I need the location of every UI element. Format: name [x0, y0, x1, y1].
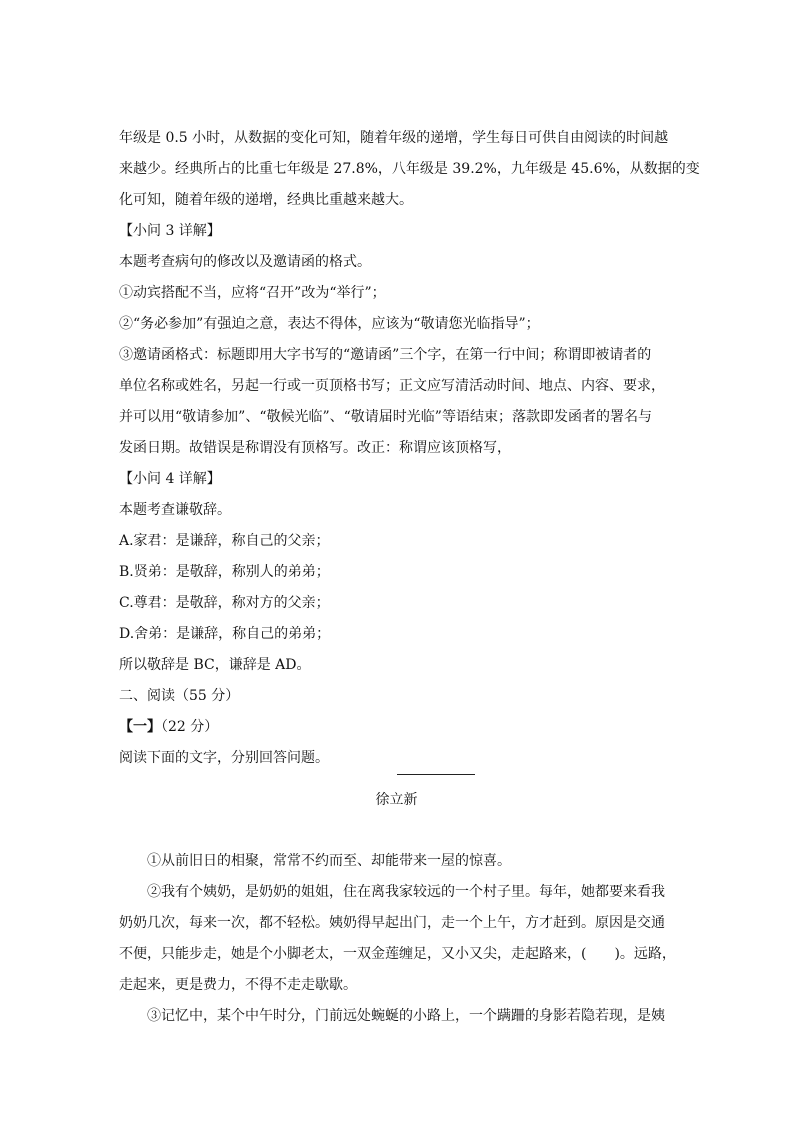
q4-conclusion: 所以敬辞是 BC，谦辞是 AD。 [119, 657, 311, 673]
answer-paragraph-line: 化可知，随着年级的递增，经典比重越来越大。 [119, 192, 413, 208]
q4-option-d: D.舍弟：是谦辞，称自己的弟弟； [119, 626, 331, 642]
article-paragraph-1: ①从前旧日的相聚，常常不约而至、却能带来一屋的惊喜。 [147, 853, 511, 869]
article-paragraph-2-line: 走起来，更是费力，不得不走走歇歇。 [119, 977, 357, 993]
part-heading [119, 717, 674, 737]
reading-instruction: 阅读下面的文字，分别回答问题。 [119, 750, 329, 766]
q3-item-3-line: ③邀请函格式：标题即用大字书写的“邀请函”三个字，在第一行中间；称谓即被请者的 [119, 347, 652, 363]
q4-option-c: C.尊君：是敬辞，称对方的父亲； [119, 595, 330, 611]
article-paragraph-2-line: ②我有个姨奶，是奶奶的姐姐，住在离我家较远的一个村子里。每年，她都要来看我 [147, 884, 665, 900]
answer-paragraph-line: 来越少。经典所占的比重七年级是 27.8%，八年级是 39.2%，九年级是 45.6%，从数据的变 [119, 161, 700, 177]
q3-item-2: ②“务必参加”有强迫之意，表达不得体，应该为“敬请您光临指导”； [119, 316, 540, 332]
q3-item-3-line: 并可以用“敬请参加”、“敬候光临”、“敬请届时光临”等语结束；落款即发函者的署名与 [119, 409, 652, 425]
article-paragraph-2-line: 不便，只能步走，她是个小脚老太，一双金莲缠足，又小又尖，走起路来，( )。远路， [119, 946, 676, 962]
answer-paragraph-line: 年级是 0.5 小时，从数据的变化可知，随着年级的递增，学生每日可供自由阅读的时间越 [119, 130, 669, 146]
q3-item-3-line: 发函日期。故错误是称谓没有顶格写。改正：称谓应该顶格写， [119, 440, 511, 456]
article-paragraph-3-line: ③记忆中，某个中午时分，门前远处蜿蜒的小路上，一个蹒跚的身影若隐若现，是姨 [147, 1008, 665, 1024]
q4-option-b: B.贤弟：是敬辞，称别人的弟弟； [119, 564, 330, 580]
q3-item-1: ①动宾搭配不当，应将“召开”改为“举行”； [119, 285, 386, 301]
q4-option-a: A.家君：是谦辞，称自己的父亲； [119, 533, 330, 549]
q4-intro: 本题考查谦敬辞。 [119, 502, 231, 518]
heading-question-4: 【小问 4 详解】 [119, 471, 221, 487]
part-label: 【一】 [119, 719, 161, 735]
article-paragraph-2-line: 奶奶几次，每来一次，都不轻松。姨奶得早起出门，走一个上午，方才赶到。原因是交通 [119, 915, 665, 931]
q3-item-3-line: 单位名称或姓名，另起一行或一页顶格书写；正文应写清活动时间、地点、内容、要求， [119, 378, 665, 394]
heading-question-3: 【小问 3 详解】 [119, 223, 221, 239]
section-title: 二、阅读（55 分） [119, 688, 240, 704]
title-blank-rule [397, 774, 475, 775]
part-score: （22 分） [161, 719, 219, 735]
article-author: 徐立新 [375, 792, 418, 808]
q3-intro: 本题考查病句的修改以及邀请函的格式。 [119, 254, 371, 270]
